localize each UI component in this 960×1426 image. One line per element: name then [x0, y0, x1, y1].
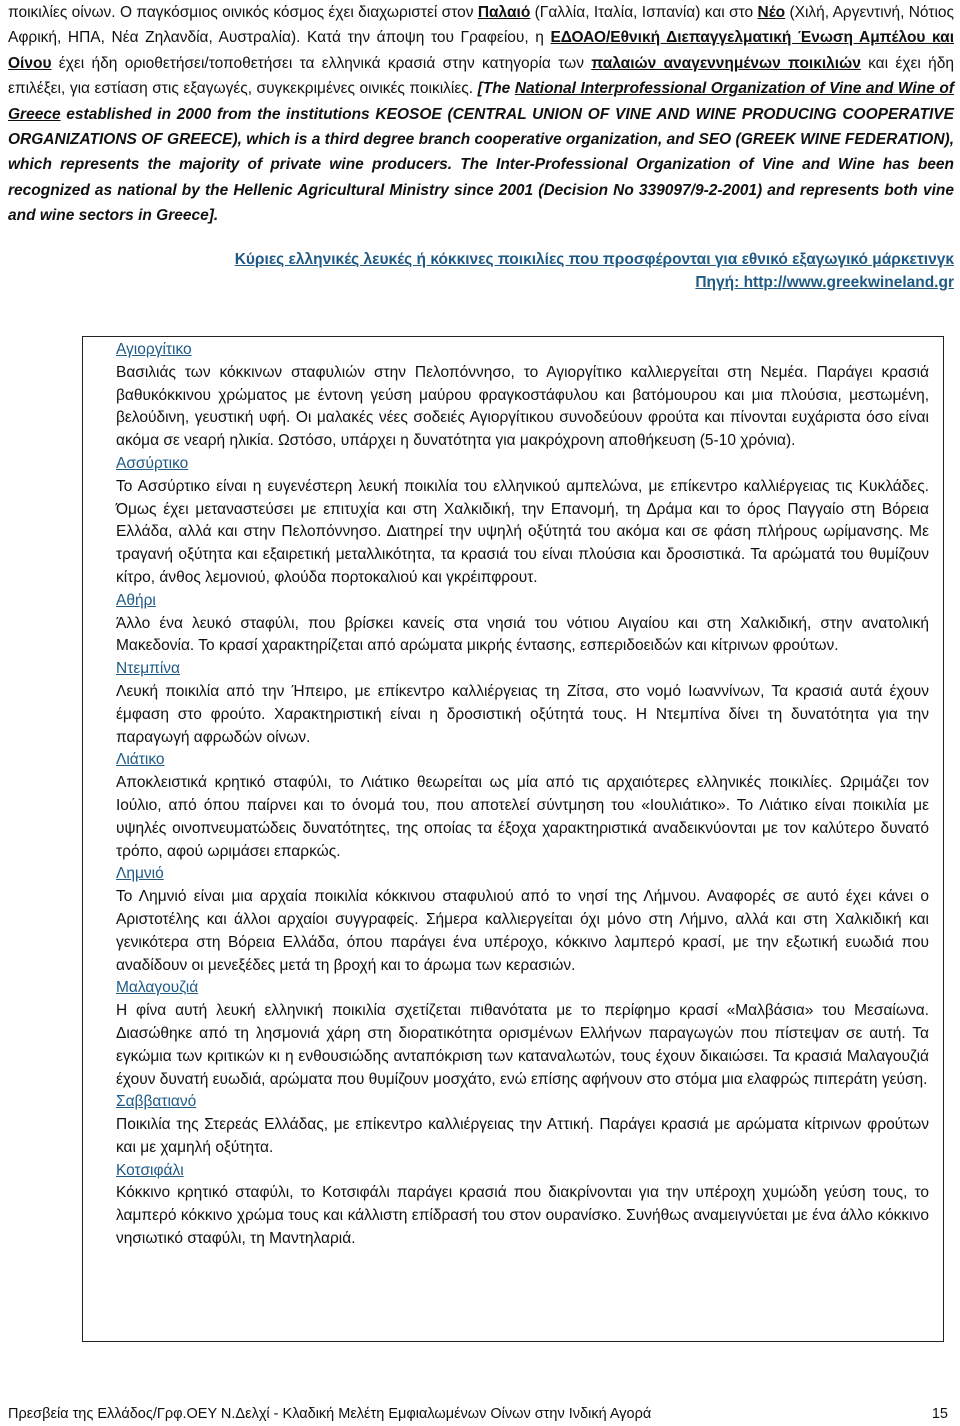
variety-title: Λημνιό [116, 865, 164, 883]
footer-text: Πρεσβεία της Ελλάδος/Γρφ.ΟΕΥ Ν.Δελχί - Κλαδική Μελέτη Εμφιαλωμένων Οίνων στην Ινδική Αγορά [8, 1406, 652, 1422]
intro-text: έχει ήδη οριοθετήσει/τοποθετήσει τα ελληνικά κρασιά στην κατηγορία των [51, 54, 592, 72]
variety-description: Αποκλειστικά κρητικό σταφύλι, το Λιάτικο θεωρείται ως μία από τις αρχαιότερες ελληνικές ποικιλίες. Ωριμάζει τον Ιούλιο, από όπου παίρνει και το όνομά του, που αποτελεί σύντμηση του «Ιουλιάτικο». Το Λιάτικο είναι ποικιλία με υψηλές οινοπνευματώδεις δυνατότητες, της οποίας τα έξοχα χαρακτηριστικά αναδεικνύονται με τον καλύτερο δυνατό τρόπο, αφού ωριμάσει επαρκώς. [116, 774, 929, 860]
varieties-term: παλαιών αναγεννημένων ποικιλιών [591, 54, 861, 72]
english-translation [8, 80, 954, 224]
varieties-box [82, 336, 944, 1342]
variety-description: Άλλο ένα λευκό σταφύλι, που βρίσκει κανείς στα νησιά του νότιου Αιγαίου και στη Χαλκιδική, στην ανατολική Μακεδονία. Το κρασί χαρακτηρίζεται από αρώματα μικρής έντασης, εσπεριδοειδών και κίτρινων φρούτων. [116, 614, 929, 655]
page-number: 15 [931, 1406, 948, 1422]
variety-title: Αγιοργίτικο [116, 341, 192, 358]
variety-title: Ντεμπίνα [116, 660, 181, 678]
variety-description: Βασιλιάς των κόκκινων σταφυλιών στην Πελοπόννησο, το Αγιοργίτικο καλλιεργείται στη Νεμέα. Παράγει κρασιά βαθυκόκκινου χρώματος με έντονη γεύση μαύρου φραγκοστάφυλου και βατόμουρου και μια πλούσια, μεστωμένη, βελούδινη, γευστική υφή. Οι μαλακές νέες σοδειές Αγιοργίτικου συνοδεύουν φρούτα και πίνονται ευχάριστα όσο είναι ακόμα σε νεαρή ηλικία. Ωστόσο, υπάρχει η δυνατότητα για μακρόχρονη αποθήκευση (5-10 χρόνια). [116, 363, 929, 450]
variety-title: Σαββατιανό [116, 1093, 197, 1111]
variety-description: Η φίνα αυτή λευκή ελληνική ποικιλία σχετίζεται πιθανότατα με το περίφημο κρασί «Μαλβάσια» του Μεσαίωνα. Διασώθηκε από τη λησμονιά χάρη στη διορατικότητα ορισμένων Ελλήνων παραγωγών που πίστεψαν σε αυτή. Τα εγκώμια των κριτικών κι η ενθουσιώδης ανταπόκριση των καταναλωτών, τους έχουν δικαιώσει. Τα κρασιά Μαλαγουζιά έχουν δυνατή ευωδιά, αρώματα που θυμίζουν μοσχάτο, ενώ επίσης αφήνουν στο στόμα μια ελαφρώς πιπεράτη γεύση. [116, 1002, 929, 1088]
organization-name: ΕΔΟΑΟ/Εθνική Διεπαγγελματική Ένωση Αμπέλου και Οίνου [8, 29, 955, 72]
intro-text: ποικιλίες οίνων. Ο παγκόσμιος οινικός κόσμος έχει διαχωριστεί στον [8, 4, 478, 21]
variety-description: Κόκκινο κρητικό σταφύλι, το Κοτσιφάλι παράγει κρασιά που διακρίνονται για την υπέροχη χυμώδη γεύση τους, το λαμπερό κόκκινο χρώμα τους και κάλλιστη επίδρασή του στον ουρανίσκο. Συνήθως αναμειγνύεται με ένα άλλο κόκκινο νησιωτικό σταφύλι, τη Μαντηλαριά. [116, 1184, 929, 1248]
organization-link[interactable]: National Interprofessional Organization of Vine and Wine of Greece [8, 80, 954, 123]
source-link[interactable]: Πηγή: http://www.greekwineland.gr [695, 273, 954, 291]
variety-description: Το Ασσύρτικο είναι η ευγενέστερη λευκή ποικιλία του ελληνικού αμπελώνα, με επίκεντρο καλλιέργειας τις Κυκλάδες. Όμως έχει μεταναστεύσει με επιτυχία και στη Χαλκιδική, την Επανομή, τη Δράμα και το όρος Παγγαίο στη Βόρεια Ελλάδα, αλλά και στην Πελοπόννησο. Διατηρεί την υψηλή οξύτητά του ακόμα και σε φάση πλήρους ωρίμανσης. Με τραγανή οξύτητα και εξαιρετική μεταλλικότητα, τα κρασιά του είναι πλούσια και δροσιστικά. Τα αρώματά του θυμίζουν κίτρο, άνθος λεμονιού, φλούδα πορτοκαλιού και γκρέιπφρουτ. [116, 477, 929, 586]
intro-text: (Χιλή, Αργεντινή, Νότιος Αφρική, ΗΠΑ, Νέα Ζηλανδία, Αυστραλία). Κατά την άποψη του Γραφείου, η [8, 4, 954, 47]
intro-text: (Γαλλία, Ιταλία, Ισπανία) και στο [530, 4, 758, 21]
english-text: established in 2000 from the institutions KEOSOE (CENTRAL UNION OF VINE AND WINE PRODUCING COOPERATIVE ORGANIZATIONS OF GREECE), which is a third degree branch cooperative organization, and SEO (GREEK WINE FEDERATION), which represents the majority of private wine producers. The Inter-Professional Organization of Vine and Wine has been recognized as national by the Hellenic Agricultural Ministry since 2001 (Decision No 339097/9-2-2001) and represents both vine and wine sectors in Greece]. [8, 105, 954, 225]
intro-paragraph [8, 0, 954, 229]
variety-description: Το Λημνιό είναι μια αρχαία ποικιλία κόκκινου σταφυλιού από το νησί της Λήμνου. Αναφορές σε αυτό έχει κάνει ο Αριστοτέλης και άλλοι αρχαίοι συγγραφείς. Σήμερα καλλιεργείται όχι μόνο στη Λήμνο, αλλά και στη Χαλκιδική και γενικότερα στη Βόρεια Ελλάδα, όπου παράγει ένα υπέροχο, κόκκινο λαμπερό κρασί, με την εξωτική ευωδιά που αναδίδουν οι μενεξέδες μετά τη βροχή και το άρωμα των κερασιών. [116, 888, 929, 974]
section-heading [8, 248, 954, 294]
intro-text: και έχει ήδη επιλέξει, για εστίαση στις εξαγωγές, συγκεκριμένες οινικές ποικιλίες. [8, 54, 954, 98]
variety-description: Ποικιλία της Στερεάς Ελλάδας, με επίκεντρο καλλιέργειας την Αττική. Παράγει κρασιά με αρώματα κίτρινων φρούτων και με χαμηλή οξύτητα. [116, 1116, 929, 1156]
page-content [8, 0, 954, 294]
english-text: [The [473, 80, 515, 98]
variety-title: Κοτσιφάλι [116, 1161, 184, 1179]
variety-description: Λευκή ποικιλία από την Ήπειρο, με επίκεντρο καλλιέργειας τη Ζίτσα, στο νομό Ιωαννίνων, Τα κρασιά αυτά έχουν έμφαση στο φρούτο. Χαρακτηριστική είναι η δροσιστική οξύτητά τους. Η Ντεμπίνα δίνει τη δυνατότητα για την παραγωγή αφρωδών οίνων. [116, 682, 929, 746]
variety-title: Λιάτικο [116, 751, 165, 769]
page-footer [8, 1404, 948, 1424]
new-world-term: Νέο [757, 4, 786, 21]
variety-title: Μαλαγουζιά [116, 979, 199, 997]
variety-title: Αθήρι [116, 591, 156, 609]
old-world-term: Παλαιό [477, 4, 531, 21]
section-title: Κύριες ελληνικές λευκές ή κόκκινες ποικιλίες που προσφέρονται για εθνικό εξαγωγικό μάρκετινγκ [234, 250, 954, 268]
variety-title: Ασσύρτικο [116, 454, 189, 472]
